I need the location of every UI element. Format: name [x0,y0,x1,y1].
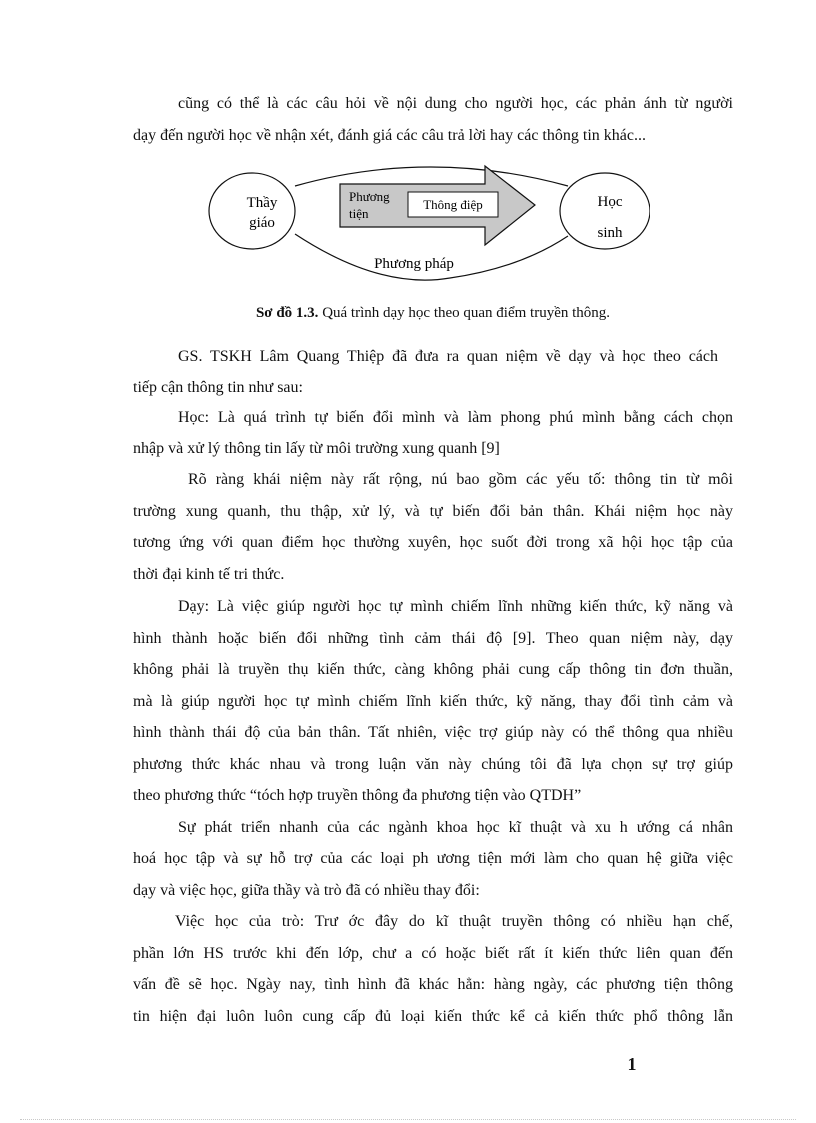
teacher-label-line1: Thầy [246,195,278,211]
body-line: Việc học của trò: Trư ớc đây do kĩ thuật truyền thông có nhiều hạn chế, [175,913,733,930]
body-line: không phải là truyền thụ kiến thức, càng không phải cung cấp thông tin đơn thuần, [133,661,733,678]
student-label-line2: sinh [597,225,623,241]
body-line: Học: Là quá trình tự biến đổi mình và làm phong phú mình bằng cách chọn [178,409,733,426]
body-line: mà là giúp người học tự mình chiếm lĩnh kiến thức, kỹ năng, thay đổi tình cảm và [133,693,733,710]
body-line: GS. TSKH Lâm Quang Thiệp đã đưa ra quan niệm về dạy và học theo cách [178,348,718,365]
body-line: nhập và xử lý thông tin lấy từ môi trường xung quanh [9] [133,440,500,457]
top-arc [295,167,568,186]
body-line: tương ứng với quan điểm học thường xuyên, học suốt đời trong xã hội học tập của [133,534,733,551]
teaching-communication-diagram [200,160,650,284]
body-line: dạy và việc học, giữa thầy và trò đã có nhiều thay đổi: [133,882,480,899]
method-label: Phương pháp [374,256,454,272]
page-number: 1 [627,1054,637,1074]
body-line: Rõ ràng khái niệm này rất rộng, nú bao gồm các yếu tố: thông tin từ môi [188,471,733,488]
student-label-line1: Học [597,194,623,210]
body-line: hình thành hoặc biến đổi những tình cảm thái độ [9]. Theo quan niệm này, dạy [133,630,733,647]
body-line: trường xung quanh, thu thập, xử lý, và tự biến đổi bản thân. Khái niệm học này [133,503,733,520]
body-line: phương thức khác nhau và trong luận văn này chúng tôi đã lựa chọn sự trợ giúp [133,756,733,773]
body-line: hình thành thái độ của bản thân. Tất nhiên, việc trợ giúp này có thể thông qua nhiều [133,724,733,741]
body-line: Sự phát triển nhanh của các ngành khoa học kĩ thuật và xu h ướng cá nhân [178,819,733,836]
intro-line-1: cũng có thể là các câu hỏi về nội dung cho người học, các phản ánh từ người [178,95,733,112]
body-line: thời đại kinh tế tri thức. [133,566,285,583]
body-line: theo phương thức “tóch hợp truyền thông đa phương tiện vào QTDH” [133,787,582,804]
caption-text: Quá trình dạy học theo quan điểm truyền thông. [318,305,611,321]
body-line: tin hiện đại luôn luôn cung cấp đủ loại kiến thức kể cả kiến thức phổ thông lẫn [133,1008,733,1025]
body-line: vấn đề sẽ học. Ngày nay, tình hình đã khác hẳn: hàng ngày, các phương tiện thông [133,976,733,993]
intro-line-2: dạy đến người học về nhận xét, đánh giá các câu trả lời hay các thông tin khác... [133,127,646,144]
body-line: hoá học tập và sự hỗ trợ của các loại ph ương tiện mới làm cho quan hệ giữa việc [133,850,733,867]
body-line: tiếp cận thông tin như sau: [133,379,303,396]
teacher-ellipse [209,173,295,249]
diagram-caption [133,303,733,323]
body-line: phần lớn HS trước khi đến lớp, chư a có hoặc biết rất ít kiến thức liên quan đến [133,945,733,962]
caption-label: Sơ đồ 1.3. [255,305,319,321]
means-label-line2: tiện [349,206,369,221]
means-label-line1: Phương [349,189,390,204]
message-label: Thông điệp [423,197,483,212]
teacher-label-line2: giáo [249,215,275,231]
page-bottom-divider [20,1119,796,1120]
body-line: Dạy: Là việc giúp người học tự mình chiếm lĩnh những kiến thức, kỹ năng và [178,598,733,615]
